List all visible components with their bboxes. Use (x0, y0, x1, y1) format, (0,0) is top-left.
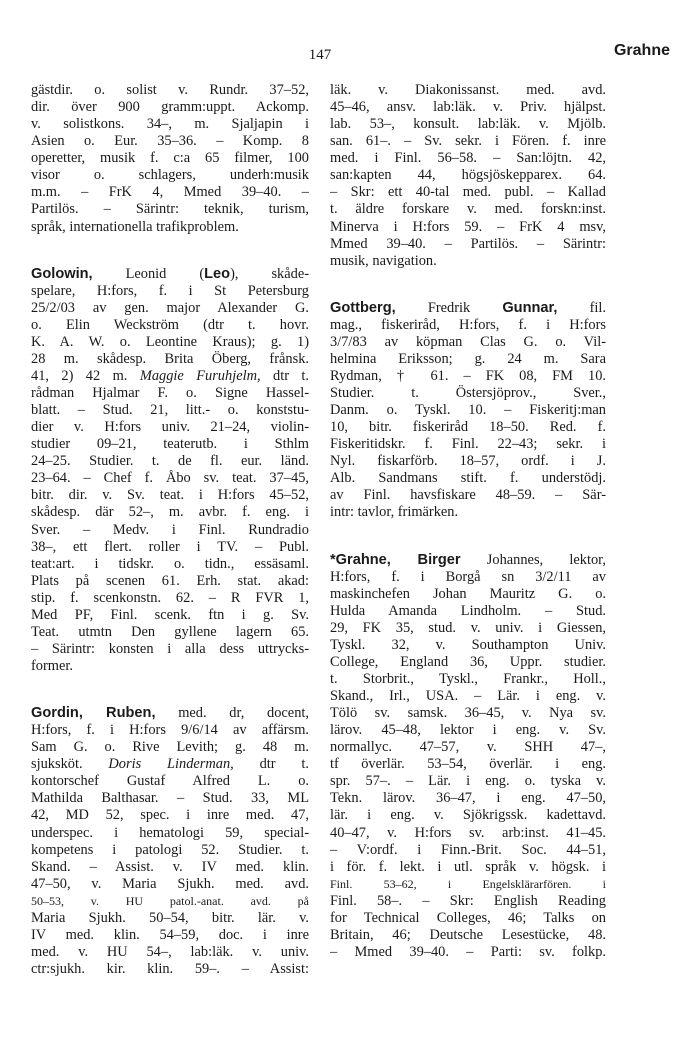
entry-gordin (31, 705, 309, 978)
text-line: 24–25. Studier. t. de fl. eur. länd. (31, 453, 309, 470)
text-line: Alb. Sandmans stift. f. understödj. (330, 470, 606, 487)
text-line: 3/7/83 av köpman Clas G. o. Vil- (330, 333, 606, 350)
page-number: 147 (308, 47, 332, 63)
text-line: studier 09–21, teaterutb. i Sthlm (31, 436, 309, 453)
text-line: Fiskeritidskr. f. Finl. 22–43; sekr. i (330, 436, 606, 453)
entry-headword: *Grahne, Birger (330, 551, 461, 568)
text-line: 10, bitr. fiskeriråd 18–50. Red. f. (330, 419, 606, 436)
text-line: – V:ordf. i Finn.-Brit. Soc. 44–51, (330, 841, 606, 858)
text-line: helmina Eriksson; g. 24 m. Sara (330, 350, 606, 367)
text-line: 40–47, v. H:fors sv. arb:inst. 41–45. (330, 824, 606, 841)
entry-callname: Leo (204, 265, 231, 282)
text-line: Rydman, † 61. – FK 08, FM 10. (330, 367, 606, 384)
text-line: Teat. utmtn Den gyllene lagern 65. (31, 623, 309, 640)
text-line: musik, navigation. (330, 252, 437, 269)
text-line: t. Storbrit., Tyskl., Frankr., Holl., (330, 670, 606, 687)
text-line: rådman Hjalmar F. o. Signe Hassel- (31, 385, 309, 401)
text-line: av Finl. havsfiskare 48–59. – Sär- (330, 487, 606, 504)
line-text: sjuksköt. (31, 756, 109, 773)
heading-text: fil. (557, 299, 606, 316)
text-line: Skand. – Assist. v. IV med. klin. (31, 858, 309, 875)
text-line: lärov. 45–48, lektor i eng. v. Sv. (330, 722, 606, 739)
text-line: Hulda Amanda Lindholm. – Stud. (330, 602, 606, 619)
text-line: operetter, musik f. c:a 65 filmer, 100 (31, 150, 309, 167)
text-line: spr. 57–. – Lär. i eng. o. tyska v. (330, 773, 606, 790)
text-line: Danm. o. Tyskl. 10. – Fiskeritj:man (330, 402, 606, 419)
text-line: Sam G. o. Rive Levith; g. 48 m. (31, 739, 309, 756)
text-line: gästdir. o. solist v. Rundr. 37–52, (31, 82, 309, 98)
text-line: underspec. i hematologi 59, special- (31, 824, 309, 841)
text-line: 23–64. – Chef f. Åbo sv. teat. 37–45, (31, 470, 309, 487)
text-line: o. Elin Weckström (dtr t. hovr. (31, 316, 309, 333)
text-line: ctr:sjukh. kir. klin. 59–. – Assist: (31, 961, 309, 977)
line-text: dtr t. (260, 367, 309, 384)
text-line: t. äldre forskare v. med. forskn:inst. (330, 201, 606, 218)
text-line: lär. i eng. v. Sjökrigssk. kadettavd. (330, 807, 606, 824)
entry-heading-line (330, 300, 606, 317)
entry-continuation (31, 82, 309, 236)
heading-text: Leonid ( (92, 265, 205, 282)
entry-heading-line (31, 266, 309, 283)
text-line: former. (31, 658, 73, 674)
running-head: Grahne (613, 42, 670, 59)
entry-golowin (31, 266, 309, 676)
text-line: K. A. W. o. Leontine Kraus); g. 1) (31, 333, 309, 350)
text-line: H:fors, f. i H:fors 9/6/14 av affärsm. (31, 722, 309, 739)
text-line: i för. f. lekt. i utl. språk v. högsk. i (330, 858, 606, 875)
text-line: san:kapten 44, högsjöskepparex. 64. (330, 167, 606, 184)
text-line-small: 50–53, v. HU patol.-anat. avd. på (31, 893, 309, 908)
text-line: dier v. H:fors univ. 21–24, violin- (31, 419, 309, 436)
text-line: kontorschef Gustaf Alfred L. o. (31, 773, 309, 790)
text-line: m.m. – FrK 4, Mmed 39–40. – (31, 184, 309, 201)
text-line: maskinchefen Johan Mauritz G. o. (330, 585, 606, 602)
text-line: lab. 53–, konsult. lab:läk. v. Mjölb. (330, 116, 606, 133)
text-line: stip. f. scenkonstn. 62. – R FVR 1, (31, 589, 309, 606)
text-line: v. solistkons. 34–, m. Sjaljapin i (31, 116, 309, 133)
text-line: Nyl. fiskarförb. 18–57, ordf. i J. (330, 453, 606, 470)
text-line: bitr. dir. v. Sv. teat. i H:fors 45–52, (31, 487, 309, 504)
text-line: spelare, H:fors, f. i St Petersburg (31, 282, 309, 299)
text-line: intr: tavlor, frimärken. (330, 504, 459, 521)
text-line: läk. v. Diakonissanst. med. avd. (330, 82, 606, 98)
text-line: språk, internationella trafikproblem. (31, 218, 239, 235)
line-text: 41, 2) 42 m. (31, 367, 128, 384)
text-line: Med PF, Finl. scenk. ftn i g. Sv. (31, 606, 309, 623)
text-line: kompetens i patologi 52. Studier. t. (31, 841, 309, 858)
text-line: mag., fiskeriråd, H:fors, f. i H:fors (330, 316, 606, 333)
text-line (31, 756, 309, 773)
heading-text: Johannes, lektor, (460, 551, 606, 568)
text-line: med. v. HU 54–, lab:läk. v. univ. (31, 943, 309, 960)
text-line: Plats på scenen 61. Erh. stat. akad: (31, 572, 309, 589)
text-line (31, 368, 309, 385)
left-column (31, 82, 309, 978)
text-line: H:fors, f. i Borgå sn 3/2/11 av (330, 568, 606, 585)
line-text: dtr t. (233, 756, 309, 773)
text-line: Studier. t. Östersjöprov., Sver., (330, 385, 606, 401)
text-line: Sver. – Medv. i Finl. Rundradio (31, 521, 309, 538)
text-line: 42, MD 52, spec. i inre med. 47, (31, 807, 309, 824)
entry-continuation (330, 82, 606, 270)
text-line: med. i Finl. 56–58. – San:löjtn. 42, (330, 150, 606, 167)
heading-text: ), skåde- (230, 265, 309, 282)
text-line: Maria Sjukh. 50–54, bitr. lär. v. (31, 909, 309, 926)
text-line: tf överlär. 53–54, överlär. i eng. (330, 756, 606, 773)
text-line: – Skr: ett 40-tal med. publ. – Kallad (330, 184, 606, 201)
entry-headword: Gordin, Ruben, (31, 705, 156, 722)
text-line: Skand., Irl., USA. – Lär. i eng. v. (330, 688, 606, 704)
text-line: san. 61–. – Sv. sekr. i Fören. f. inre (330, 133, 606, 150)
text-line: Britain, 46; Deutsche Lesestücke, 48. (330, 926, 606, 943)
entry-grahne (330, 552, 606, 962)
text-line: College, England 36, Uppr. studier. (330, 653, 606, 670)
entry-gottberg (330, 300, 606, 522)
text-line: 47–50, v. Maria Sjukh. med. avd. (31, 875, 309, 892)
text-line: visor o. schlagers, underh:musik (31, 167, 309, 184)
text-line-small: Finl. 53–62, i Engelsklärarfören. i (330, 876, 606, 891)
text-line: normallyc. 47–57, v. SHH 47–, (330, 739, 606, 756)
text-line: for Technical Colleges, 46; Talks on (330, 909, 606, 926)
text-line: Finl. 58–. – Skr: English Reading (330, 892, 606, 909)
text-line: 28 m. skådesp. Brita Öberg, frånsk. (31, 350, 309, 367)
heading-text: Fredrik (395, 299, 503, 316)
text-line: Mmed 39–40. – Partilös. – Särintr: (330, 235, 606, 252)
text-line: Asien o. Eur. 35–36. – Komp. 8 (31, 133, 309, 150)
entry-headword: Gottberg, (330, 299, 396, 316)
entry-heading-line (330, 552, 606, 569)
text-line: teat:art. i tidskr. o. tidn., essäsaml. (31, 555, 309, 572)
text-line: IV med. klin. 54–59, doc. i inre (31, 926, 309, 943)
spouse-name: Maggie Furuhjelm, (139, 367, 261, 384)
text-line: Tekn. lärov. 36–47, i eng. 47–50, (330, 790, 606, 807)
text-line: 38–, ett flert. roller i TV. – Publ. (31, 538, 309, 555)
text-line: 25/2/03 av gen. major Alexander G. (31, 299, 309, 316)
entry-callname: Gunnar, (502, 299, 558, 316)
text-line: Mathilda Balthasar. – Stud. 33, ML (31, 790, 309, 807)
spouse-name: Doris Linderman, (108, 756, 234, 773)
text-line: Tölö sv. samsk. 36–45, v. Nya sv. (330, 705, 606, 722)
text-line: dir. över 900 gramm:uppt. Ackomp. (31, 99, 309, 116)
text-line: 45–46, ansv. lab:läk. v. Priv. hjälpst. (330, 99, 606, 116)
text-line: skådesp. där 52–, m. avbr. f. eng. i (31, 504, 309, 521)
text-line: Minerva i H:fors 59. – FrK 4 msv, (330, 218, 606, 235)
text-line: – Mmed 39–40. – Parti: sv. folkp. (330, 943, 606, 960)
text-line: 29, FK 35, stud. v. univ. i Giessen, (330, 619, 606, 636)
right-column (330, 82, 606, 961)
entry-headword: Golowin, (31, 265, 93, 282)
text-line: – Särintr: konsten i alla dess uttrycks- (31, 640, 309, 657)
text-line: blatt. – Stud. 21, litt.- o. konststu- (31, 402, 309, 419)
text-line: Partilös. – Särintr: teknik, turism, (31, 201, 309, 218)
heading-text: med. dr, docent, (155, 705, 309, 722)
entry-heading-line (31, 705, 309, 722)
text-line: Tyskl. 32, v. Southampton Univ. (330, 636, 606, 653)
